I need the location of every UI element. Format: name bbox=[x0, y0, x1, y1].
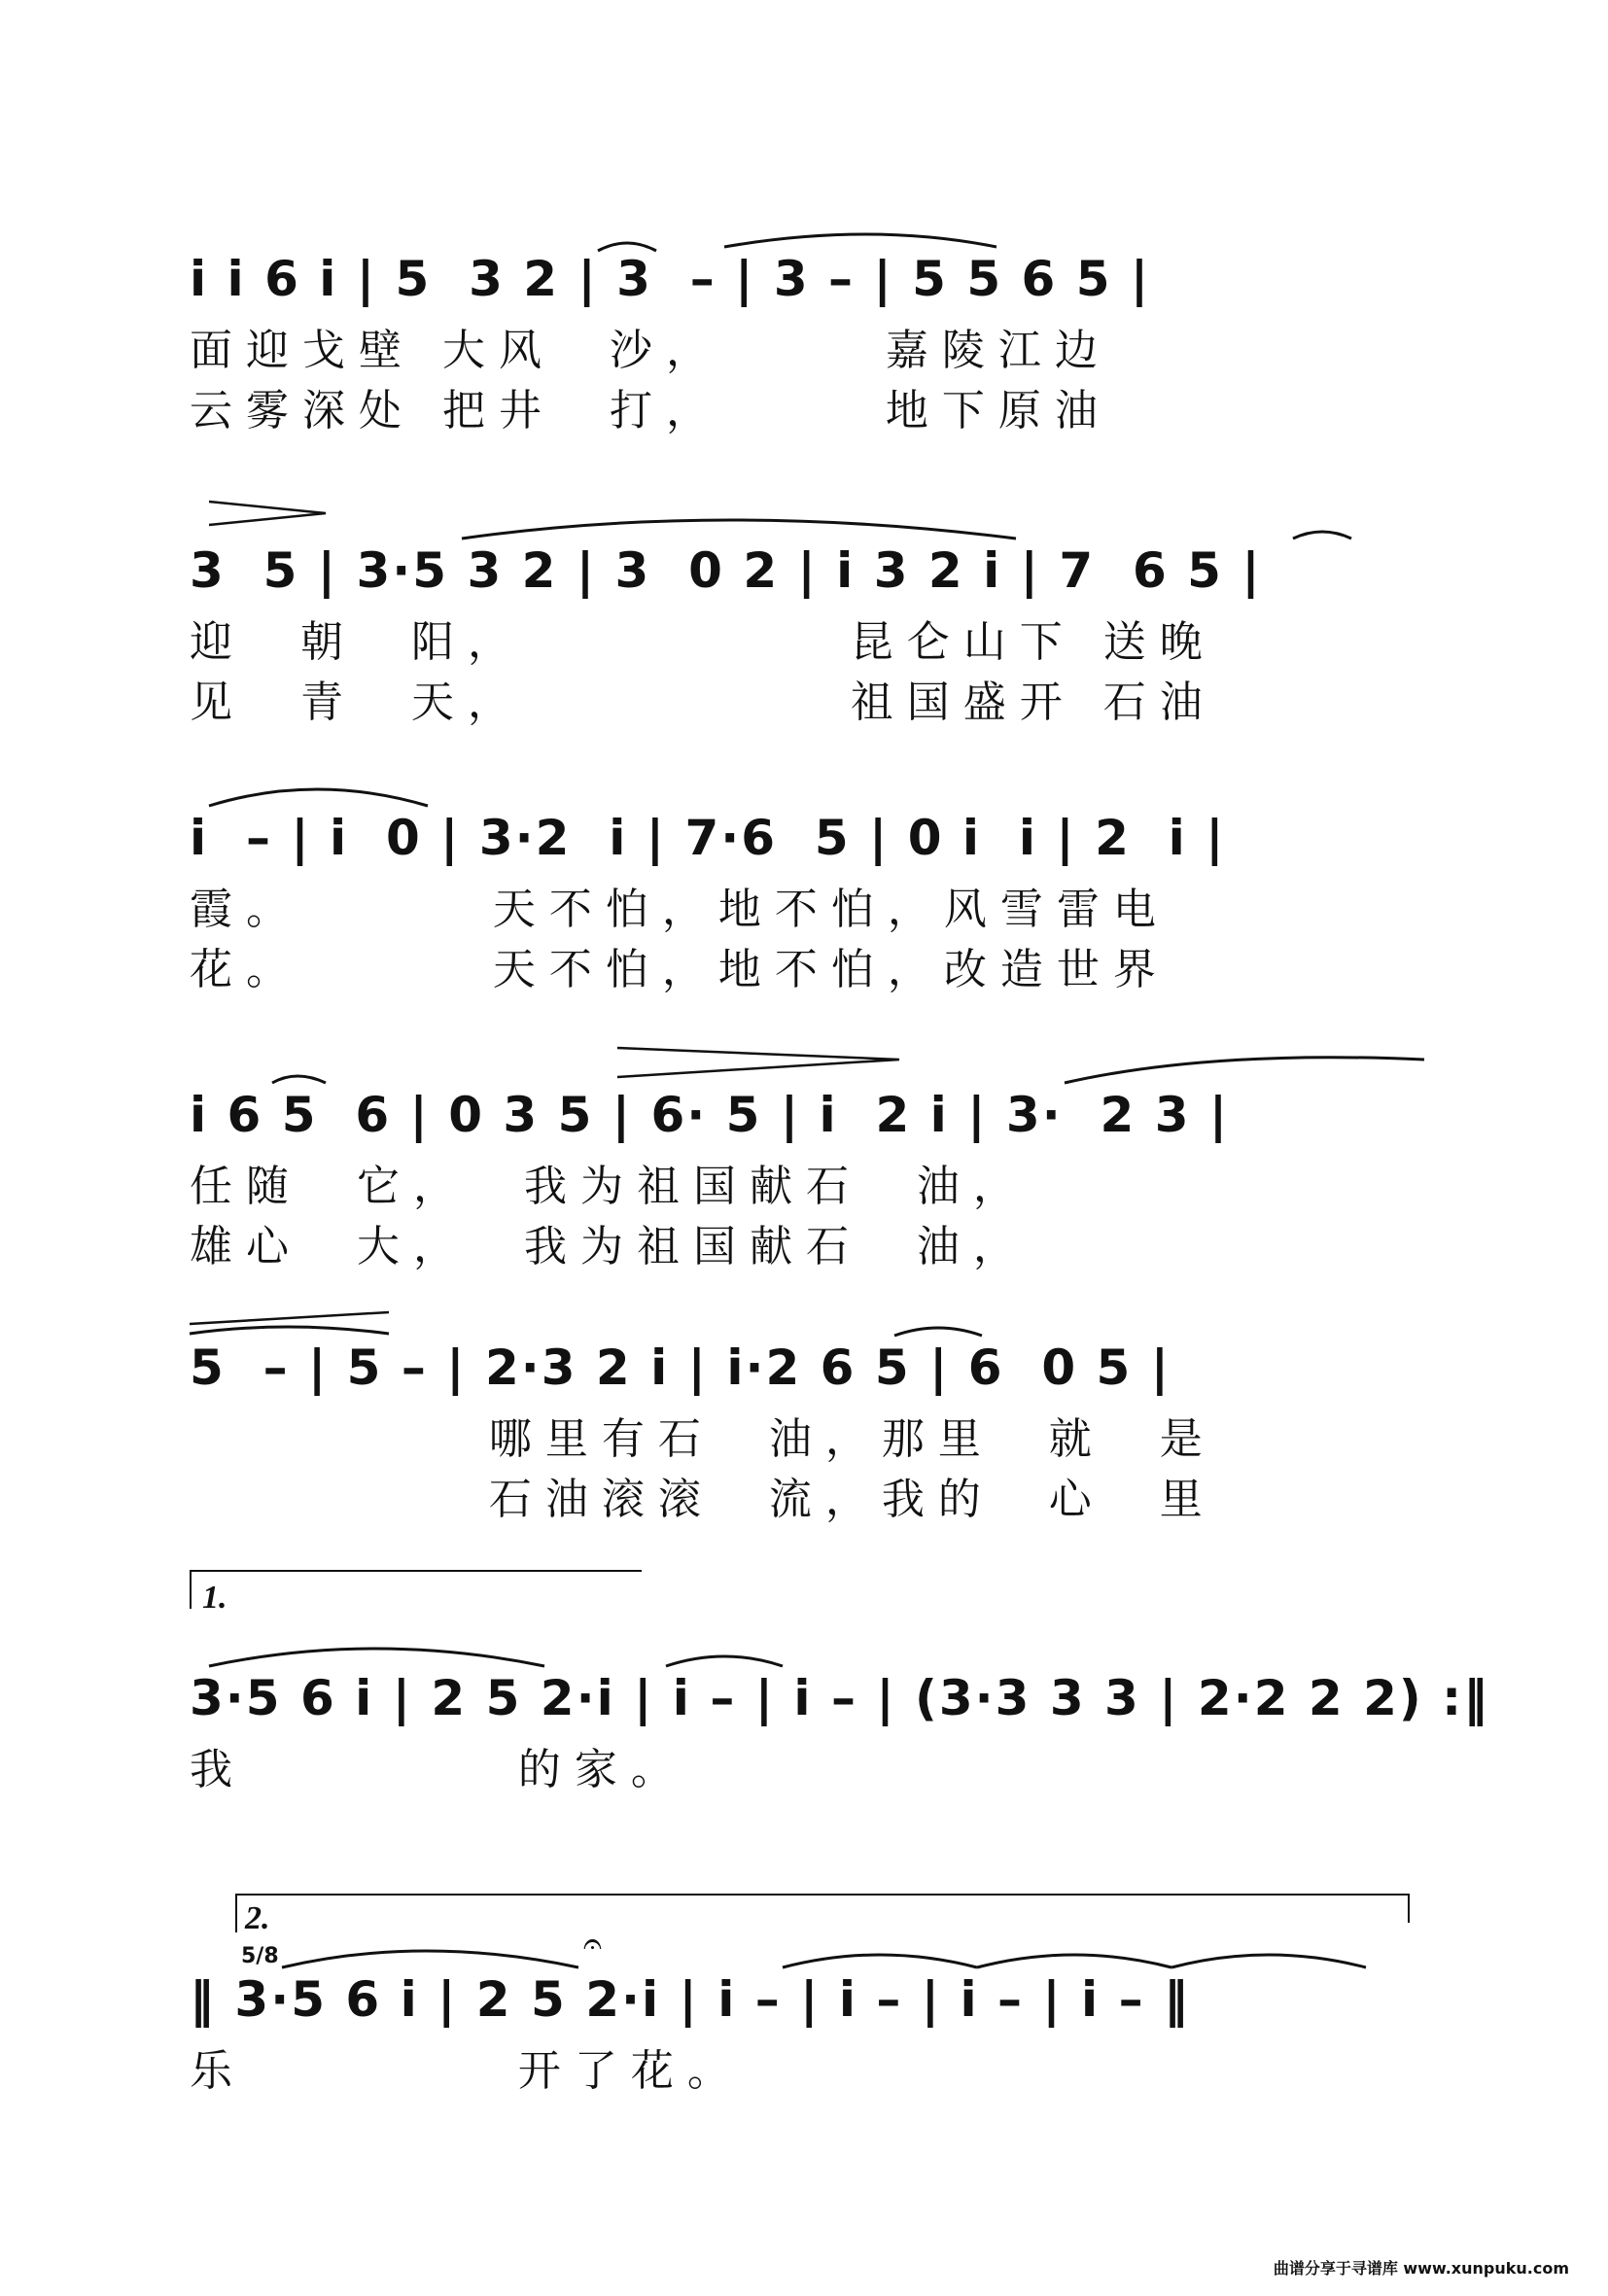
staff-system-1 bbox=[190, 214, 1424, 441]
tie-marks bbox=[190, 214, 1424, 321]
lyric-verse-2: 云雾深处 把井 打， 地下原油 bbox=[190, 386, 1111, 435]
notation-line-1: i i 6 i | 5 3 2 | 3 – | 3 – | 5 5 6 5 | bbox=[190, 251, 1151, 307]
lyric-verse-1: 霞。 天不怕，地不怕，风雪雷电 bbox=[190, 885, 1170, 934]
lyric-verse-2: 雄心 大， 我为祖国献石 油， bbox=[190, 1222, 1030, 1271]
volta-2-bracket-left bbox=[235, 1894, 237, 1932]
lyric-verse-1: 迎 朝 阳， 昆仑山下 送晚 bbox=[190, 617, 1216, 667]
notation-line-4: i 6 5 6 | 0 3 5 | 6· 5 | i 2 i | 3· 2 3 | bbox=[190, 1087, 1230, 1143]
staff-system-3 bbox=[190, 773, 1424, 1000]
fermata-icon: 𝄐 bbox=[583, 1925, 602, 1964]
volta-2-line bbox=[235, 1894, 1410, 1896]
notation-line-6: 3·5 6 i | 2 5 2·i | i – | i – | (3·3 3 3 | 2·2 2 2) :‖ bbox=[190, 1670, 1490, 1726]
lyric-verse-1: 我 的家。 bbox=[190, 1745, 687, 1794]
notation-line-5: 5 – | 5 – | 2·3 2 i | i·2 6 5 | 6 0 5 | bbox=[190, 1339, 1171, 1396]
volta-1-label: 1. bbox=[202, 1580, 227, 1616]
tie-marks bbox=[190, 1303, 1424, 1409]
volta-1-bracket bbox=[190, 1570, 192, 1609]
notation-line-3: i – | i 0 | 3·2 i | 7·6 5 | 0 i i | 2 i | bbox=[190, 810, 1226, 866]
lyric-verse-2: 石油滚滚 流，我的 心 里 bbox=[190, 1475, 1216, 1524]
watermark-footer: 曲谱分享于寻谱库 www.xunpuku.com bbox=[1273, 2259, 1569, 2278]
staff-system-6 bbox=[190, 1633, 1490, 1800]
notation-line-7: ‖ 3·5 6 i | 2 5 2·i | i – | i – | i – | i – ‖ bbox=[190, 1971, 1191, 2028]
staff-system-7 bbox=[190, 1934, 1424, 2102]
tie-marks bbox=[190, 1050, 1424, 1157]
volta-2-bracket-right bbox=[1408, 1894, 1410, 1923]
notation-line-2: 3 5 | 3·5 3 2 | 3 0 2 | i 3 2 i | 7 6 5 | bbox=[190, 542, 1262, 599]
volta-1-line bbox=[190, 1570, 642, 1572]
volta-2-label: 2. bbox=[245, 1900, 270, 1936]
meter-mark: 5/8 bbox=[241, 1944, 279, 1968]
lyric-verse-2: 花。 天不怕，地不怕，改造世界 bbox=[190, 945, 1170, 994]
lyric-verse-1: 任随 它， 我为祖国献石 油， bbox=[190, 1162, 1030, 1211]
lyric-verse-2: 见 青 天， 祖国盛开 石油 bbox=[190, 678, 1216, 727]
tie-marks bbox=[190, 773, 1424, 880]
lyric-verse-1: 面迎戈壁 大风 沙， 嘉陵江边 bbox=[190, 326, 1111, 375]
staff-system-2 bbox=[190, 505, 1424, 733]
lyric-verse-1: 乐 开了花。 bbox=[190, 2046, 744, 2096]
staff-system-4 bbox=[190, 1050, 1424, 1277]
tie-marks bbox=[190, 1934, 1424, 2041]
tie-marks bbox=[190, 505, 1424, 612]
staff-system-5 bbox=[190, 1303, 1424, 1530]
tie-marks bbox=[190, 1633, 1424, 1740]
lyric-verse-1: 哪里有石 油，那里 就 是 bbox=[190, 1414, 1216, 1464]
